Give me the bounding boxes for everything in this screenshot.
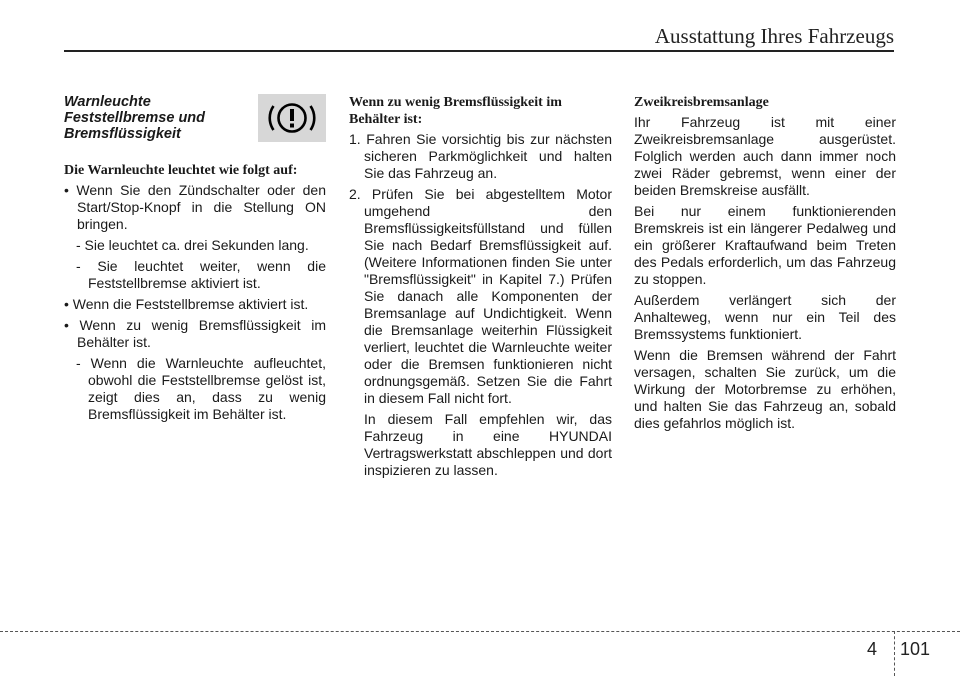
heading-line: Feststellbremse und [64, 110, 206, 126]
note-paragraph: In diesem Fall empfehlen wir, das Fahrzeug in eine HYUNDAI Vertragswerkstatt abschleppen und dort inspizieren zu lassen. [364, 411, 612, 478]
intro-text: Die Warnleuchte leuchtet wie folgt auf: [64, 163, 298, 178]
footer-page-separator [894, 631, 895, 676]
sub-list-item: - Sie leuchtet ca. drei Sekunden lang. [76, 237, 309, 253]
paragraph: Bei nur einem funktionierenden Bremskreis ist ein längerer Pedalweg und ein größerer Kraftaufwand beim Treten des Pedals erforderlich, um das Fahrzeug zu stoppen. [634, 203, 896, 287]
paragraph: Außerdem verlängert sich der Anhalteweg, wenn nur ein Teil des Bremssystems funktioniert. [634, 292, 896, 342]
list-item: • Wenn Sie den Zündschalter oder den Start/Stop-Knopf in die Stellung ON bringen. [64, 182, 326, 232]
chapter-number: 4 [867, 639, 878, 659]
section-heading-dual-brake: Zweikreisbremsanlage [634, 95, 769, 110]
sub-list-item: - Wenn die Warnleuchte aufleuchtet, obwohl die Feststellbremse gelöst ist, zeigt dies an, dass zu wenig Bremsflüssigkeit im Behälter ist. [76, 355, 326, 422]
paragraph: Ihr Fahrzeug ist mit einer Zweikreisbremsanlage ausgerüstet. Folglich werden auch dann immer noch zwei Räder gebremst, wenn einer der beiden Bremskreise ausfällt. [634, 114, 896, 198]
paragraph: Wenn die Bremsen während der Fahrt versagen, schalten Sie zurück, um die Wirkung der Motorbremse zu erhöhen, und halten Sie das Fahrzeug an, sobald dies gefahrlos möglich ist. [634, 347, 896, 431]
section-heading-warning-light [64, 94, 234, 146]
sub-list-item: - Sie leuchtet weiter, wenn die Feststellbremse aktiviert ist. [76, 258, 326, 291]
page-number: 101 [900, 639, 931, 659]
footer-divider [0, 631, 960, 632]
header-divider [64, 50, 894, 52]
page-header-title: Ausstattung Ihres Fahrzeugs [654, 24, 894, 48]
numbered-step: 2. Prüfen Sie bei abgestelltem Motor umgehend den Bremsflüssigkeitsfüllstand und füllen Sie nach Bedarf Bremsflüssigkeit auf. (Weitere Informationen finden Sie unter "Bremsflüssigkeit" in Kapitel 7.) Prüfen Sie danach alle Komponenten der Bremsanlage auf Undichtigkeit. Wenn die Bremsanlage weiterhin Flüssigkeit verliert, leuchtet die Warnleuchte weiter oder die Bremsen funktionieren nicht ordnungsgemäß. Setzen Sie die Fahrt in diesem Fall nicht fort. [349, 186, 612, 406]
column-left [64, 94, 326, 427]
heading-line: Warnleuchte [64, 94, 151, 110]
brake-warning-exclamation-icon [258, 94, 326, 142]
list-item: • Wenn die Feststellbremse aktiviert ist. [64, 296, 309, 312]
column-middle [349, 94, 612, 483]
numbered-step: 1. Fahren Sie vorsichtig bis zur nächsten sicheren Parkmöglichkeit und halten Sie das Fahrzeug an. [349, 131, 612, 181]
list-item: • Wenn zu wenig Bremsflüssigkeit im Behälter ist. [64, 317, 326, 350]
section-heading-low-fluid: Wenn zu wenig Bremsflüssigkeit im Behälter ist: [349, 95, 562, 127]
heading-line: Bremsflüssigkeit [64, 126, 181, 142]
column-right [634, 94, 896, 436]
